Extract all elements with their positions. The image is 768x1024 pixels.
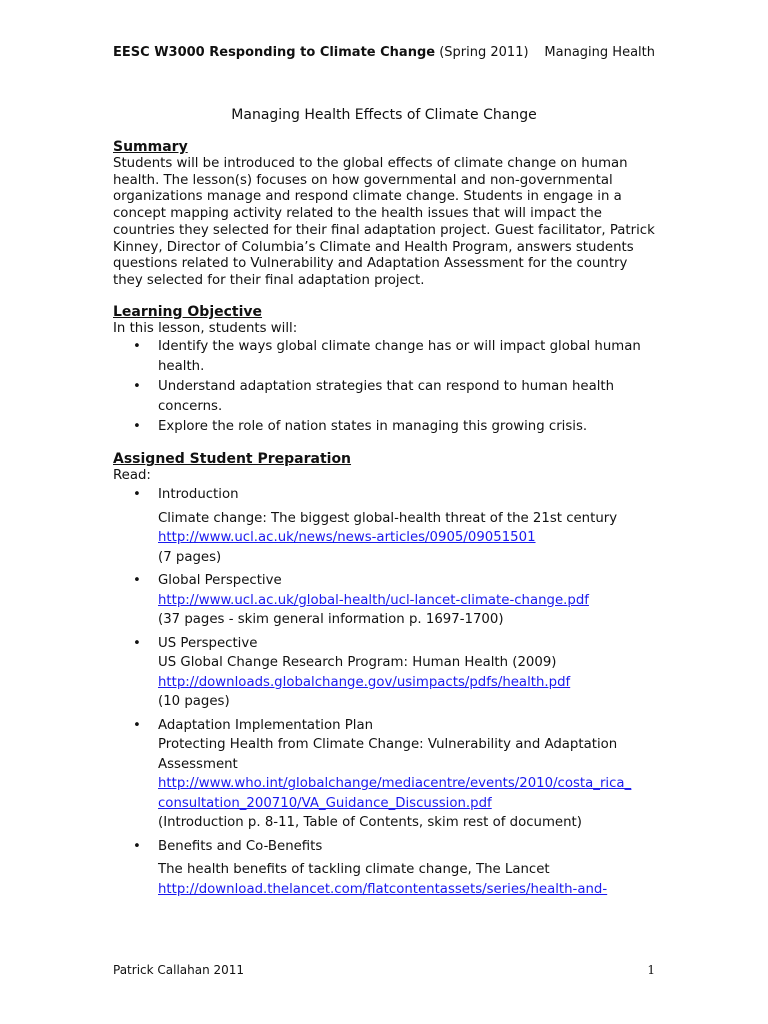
page-footer: [113, 962, 658, 978]
bullet-icon: •: [133, 573, 141, 589]
reading-link[interactable]: http://www.who.int/globalchange/mediacentre/events/2010/costa_rica_: [158, 776, 632, 792]
page-number: 1: [647, 963, 655, 977]
summary-heading: Summary: [113, 139, 188, 155]
page-header: [113, 44, 658, 62]
reading-label: Global Perspective: [158, 573, 282, 589]
list-item: [113, 417, 658, 437]
reading-note: (Introduction p. 8-11, Table of Contents, skim rest of document): [158, 815, 582, 831]
reading-label: Adaptation Implementation Plan: [158, 717, 374, 733]
bullet-icon: •: [133, 838, 141, 854]
reading-link[interactable]: http://www.ucl.ac.uk/news/news-articles/0905/09051501: [158, 530, 536, 546]
list-item: [113, 837, 658, 900]
list-item: [113, 485, 658, 567]
objective-heading: Learning Objective: [113, 303, 263, 320]
header-section: Managing Health: [544, 45, 655, 60]
list-item: [113, 716, 658, 833]
reading-title: US Global Change Research Program: Human Health (2009): [158, 655, 557, 671]
reading-note: (10 pages): [158, 694, 230, 710]
reading-link[interactable]: http://download.thelancet.com/flatcontentassets/series/health-and-: [158, 881, 608, 897]
objective-list: [113, 337, 658, 437]
reading-note: (7 pages): [158, 549, 222, 565]
course-term: (Spring 2011): [439, 45, 529, 60]
reading-title: Protecting Health from Climate Change: Vulnerability and Adaptation Assessment: [158, 737, 618, 772]
preparation-intro: Read:: [113, 468, 151, 484]
list-item: [113, 571, 658, 630]
summary-text: Students will be introduced to the global effects of climate change on human health. The lesson(s) focuses on how governmental and non-governmental organizations manage and respond climate change. Students in engage in a concept mapping activity related to the health issues that will impact the countries they selected for their final adaptation project. Guest facilitator, Patrick Kinney, Director of Columbia’s Climate and Health Program, answers students questions related to Vulnerability and Adaptation Assessment for the country they selected for their final adaptation project.: [113, 156, 655, 288]
list-item: [113, 337, 658, 377]
reading-title: Climate change: The biggest global-health threat of the 21st century: [158, 510, 618, 526]
reading-list: [113, 485, 658, 899]
reading-link[interactable]: http://www.ucl.ac.uk/global-health/ucl-lancet-climate-change.pdf: [158, 592, 589, 608]
reading-label: Introduction: [158, 487, 239, 503]
objective-intro: In this lesson, students will:: [113, 320, 298, 336]
bullet-icon: •: [133, 635, 141, 651]
list-item: [113, 377, 658, 417]
document-body: [113, 139, 658, 903]
bullet-icon: •: [133, 419, 141, 435]
reading-link[interactable]: http://downloads.globalchange.gov/usimpacts/pdfs/health.pdf: [158, 674, 571, 690]
bullet-icon: •: [133, 379, 141, 395]
list-item: [113, 634, 658, 712]
objective-item-text: Understand adaptation strategies that can respond to human health concerns.: [158, 379, 615, 415]
bullet-icon: •: [133, 487, 141, 503]
bullet-icon: •: [133, 339, 141, 355]
footer-author: Patrick Callahan 2011: [113, 963, 245, 977]
reading-label: US Perspective: [158, 635, 258, 651]
reading-label: Benefits and Co-Benefits: [158, 838, 323, 854]
preparation-heading: Assigned Student Preparation: [113, 451, 352, 468]
reading-link-continued[interactable]: consultation_200710/VA_Guidance_Discussion.pdf: [158, 795, 492, 811]
objective-item-text: Explore the role of nation states in managing this growing crisis.: [158, 419, 588, 435]
document-title: Managing Health Effects of Climate Change: [231, 107, 537, 123]
objective-item-text: Identify the ways global climate change has or will impact global human health.: [158, 339, 641, 375]
reading-title: The health benefits of tackling climate change, The Lancet: [158, 862, 550, 878]
bullet-icon: •: [133, 717, 141, 733]
reading-note: (37 pages - skim general information p. 1697-1700): [158, 612, 504, 628]
course-title: EESC W3000 Responding to Climate Change: [113, 45, 436, 60]
